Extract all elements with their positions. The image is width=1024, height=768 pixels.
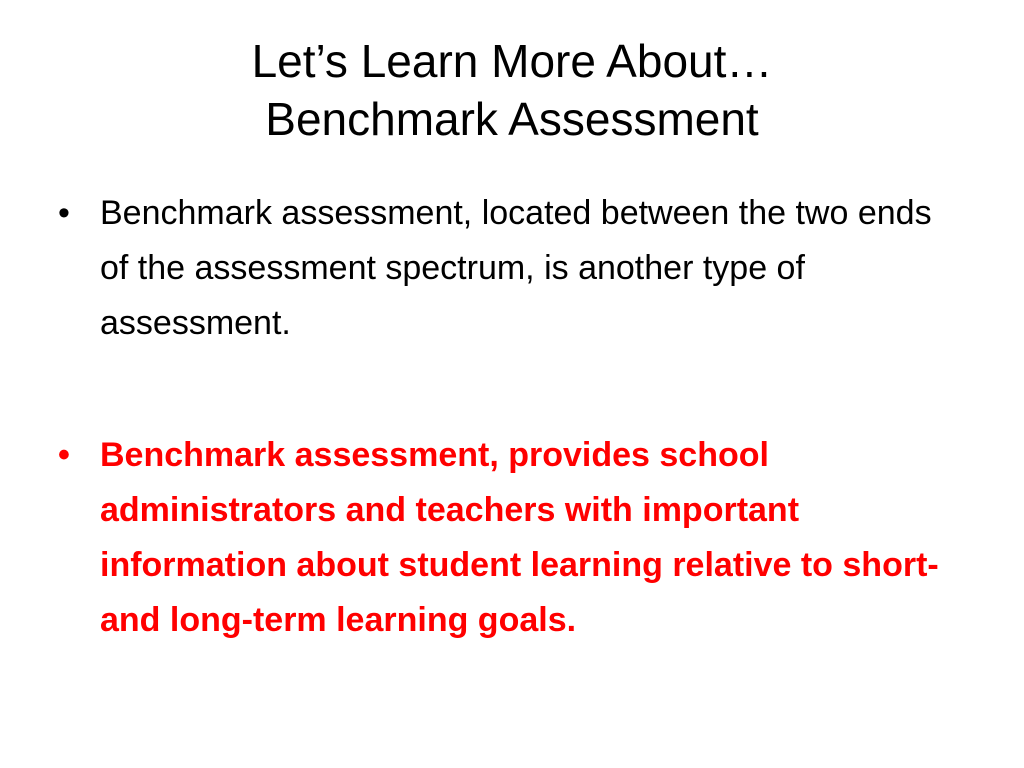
bullet-dot-icon: • <box>58 194 70 232</box>
bullet-dot-icon: • <box>58 436 70 474</box>
bullet-list <box>58 186 958 725</box>
bullet-item-1 <box>58 186 958 351</box>
title-line-1: Let’s Learn More About… <box>251 35 773 87</box>
bullet-item-2 <box>58 428 958 648</box>
title-line-2: Benchmark Assessment <box>265 93 759 145</box>
bullet-text-2: Benchmark assessment, provides school administrators and teachers with important information about student learning relative to short- and long-term learning goals. <box>100 436 939 639</box>
bullet-text-1: Benchmark assessment, located between the two ends of the assessment spectrum, is another type of assessment. <box>100 194 932 342</box>
slide-title <box>60 32 964 148</box>
